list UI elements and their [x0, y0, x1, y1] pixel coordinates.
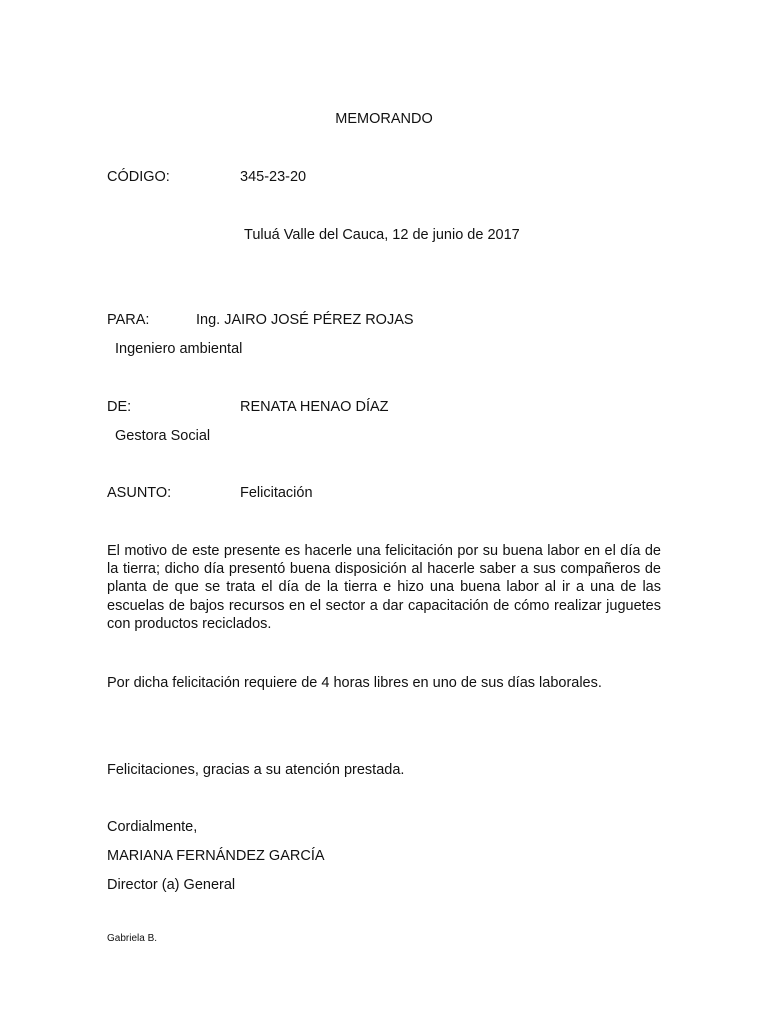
signer-role: Director (a) General: [107, 877, 236, 893]
code-label: CÓDIGO:: [107, 169, 170, 185]
closing-line: Cordialmente,: [107, 819, 198, 835]
body-paragraph: El motivo de este presente es hacerle una felicitación por su buena labor en el día de la tierra; dicho día presentó buena disposición al hacerle saber a sus compañeros de planta de que se trata el día de la tierra e hizo una buena labor al ir a una de las escuelas de bajos recursos en el sector a dar capacitación de cómo realizar juguetes con productos reciclados.: [107, 543, 661, 632]
from-label: DE:: [107, 399, 132, 415]
thanks-line: Felicitaciones, gracias a su atención prestada.: [107, 762, 405, 778]
note-paragraph: Por dicha felicitación requiere de 4 horas libres en uno de sus días laborales.: [107, 675, 602, 691]
memo-title: MEMORANDO: [335, 111, 433, 127]
to-label: PARA:: [107, 312, 150, 328]
typist-initials: Gabriela B.: [107, 933, 158, 944]
code-value: 345-23-20: [240, 169, 307, 185]
subject-label: ASUNTO:: [107, 485, 172, 501]
to-role: Ingeniero ambiental: [115, 341, 243, 357]
from-role: Gestora Social: [115, 428, 211, 444]
subject-value: Felicitación: [240, 485, 313, 501]
signer-name: MARIANA FERNÁNDEZ GARCÍA: [107, 848, 325, 864]
place-date: Tuluá Valle del Cauca, 12 de junio de 2017: [244, 227, 520, 243]
from-name: RENATA HENAO DÍAZ: [240, 399, 389, 415]
to-name: Ing. JAIRO JOSÉ PÉREZ ROJAS: [196, 312, 414, 328]
